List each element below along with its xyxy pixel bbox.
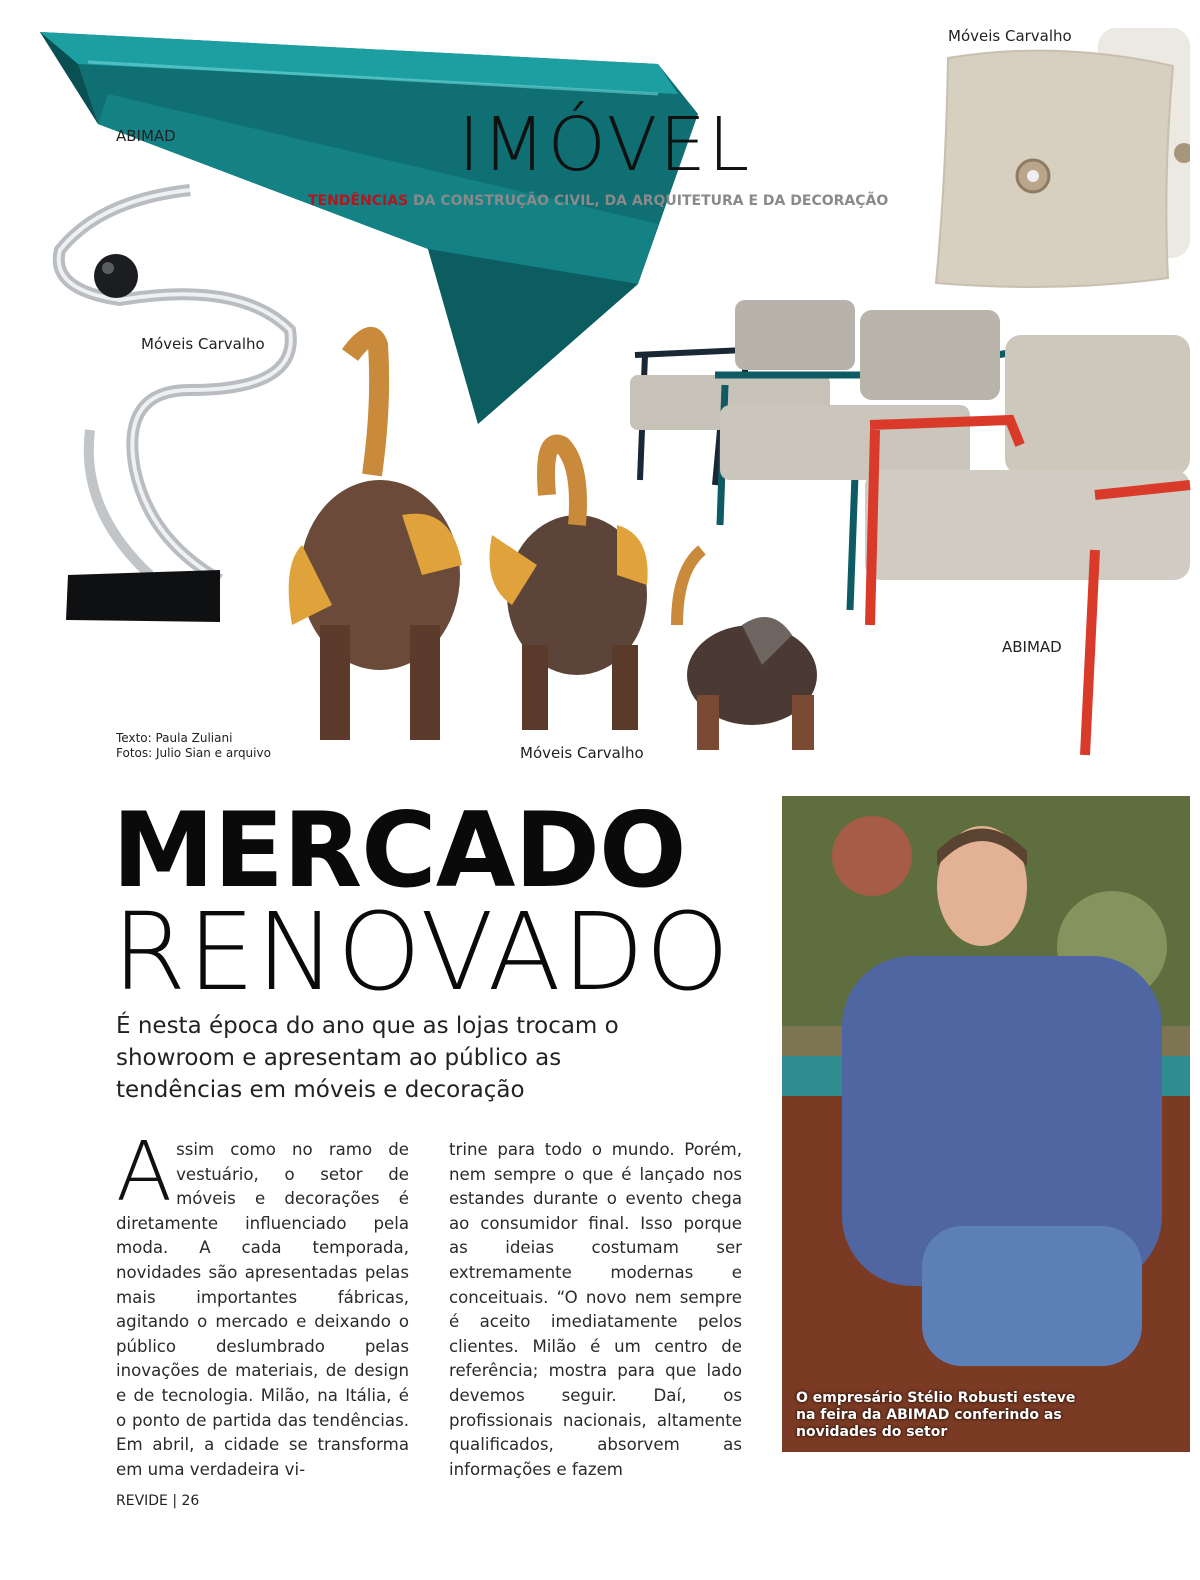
photo-credit-sculpture: Móveis Carvalho [141, 335, 265, 353]
photos-credit: Fotos: Julio Sian e arquivo [116, 746, 271, 760]
photo-credit-elephants: Móveis Carvalho [520, 744, 644, 762]
portrait-photo [782, 796, 1190, 1452]
subtitle-rest: DA CONSTRUÇÃO CIVIL, DA ARQUITETURA E DA DECORAÇÃO [408, 193, 889, 209]
lede: É nesta época do ano que as lojas trocam o showroom e apresentam ao público as tendências em móveis e decoração [116, 1013, 619, 1103]
portrait-caption: O empresário Stélio Robusti esteve na feira da ABIMAD conferindo as novidades do setor [796, 1390, 1076, 1440]
page-folio: REVIDE | 26 [116, 1493, 200, 1509]
body-column-1 [116, 1125, 409, 1482]
body-column-2: trine para todo o mundo. Porém, nem sempre o que é lançado nos estandes durante o evento chega ao consumidor final. Isso porque as ideias costumam ser extremamente modernas e conceituais. “O novo nem sempre é aceito imediatamente pelos clientes. Milão é um centro de referência; mostra para que lado devemos seguir. Daí, os profissionais nacionais, altamente qualificados, absorvem as informações e fazem [449, 1140, 742, 1479]
section-title: IMÓVEL [458, 102, 752, 188]
section-subtitle [308, 193, 888, 209]
photo-credit-shelf: ABIMAD [116, 127, 176, 145]
photo-credit-pillow: Móveis Carvalho [948, 27, 1072, 45]
photo-credit-chairs: ABIMAD [1002, 638, 1062, 656]
body-column-1-text: ssim como no ramo de vestuário, o setor de móveis e decorações é diretamente influenciado pela moda. A cada temporada, novidades são apresentadas pelas mais importantes fábricas, agitando o mercado e deixando o público deslumbrado pelas inovações de materiais, de design e de tecnologia. Milão, na Itália, é o ponto de partida das tendências. Em abril, a cidade se transforma em uma verdadeira vi- [116, 1140, 409, 1479]
headline-line2: RENOVADO [112, 891, 731, 1015]
drop-cap: A [116, 1125, 173, 1220]
article-credits [116, 731, 271, 761]
ribbon-sculpture-image [40, 180, 300, 630]
subtitle-accent: TENDÊNCIAS [308, 193, 409, 209]
armchairs-image [625, 295, 1195, 760]
pillow-image [928, 28, 1190, 293]
headline-line1: MERCADO [112, 791, 686, 911]
text-credit: Texto: Paula Zuliani [116, 731, 233, 745]
